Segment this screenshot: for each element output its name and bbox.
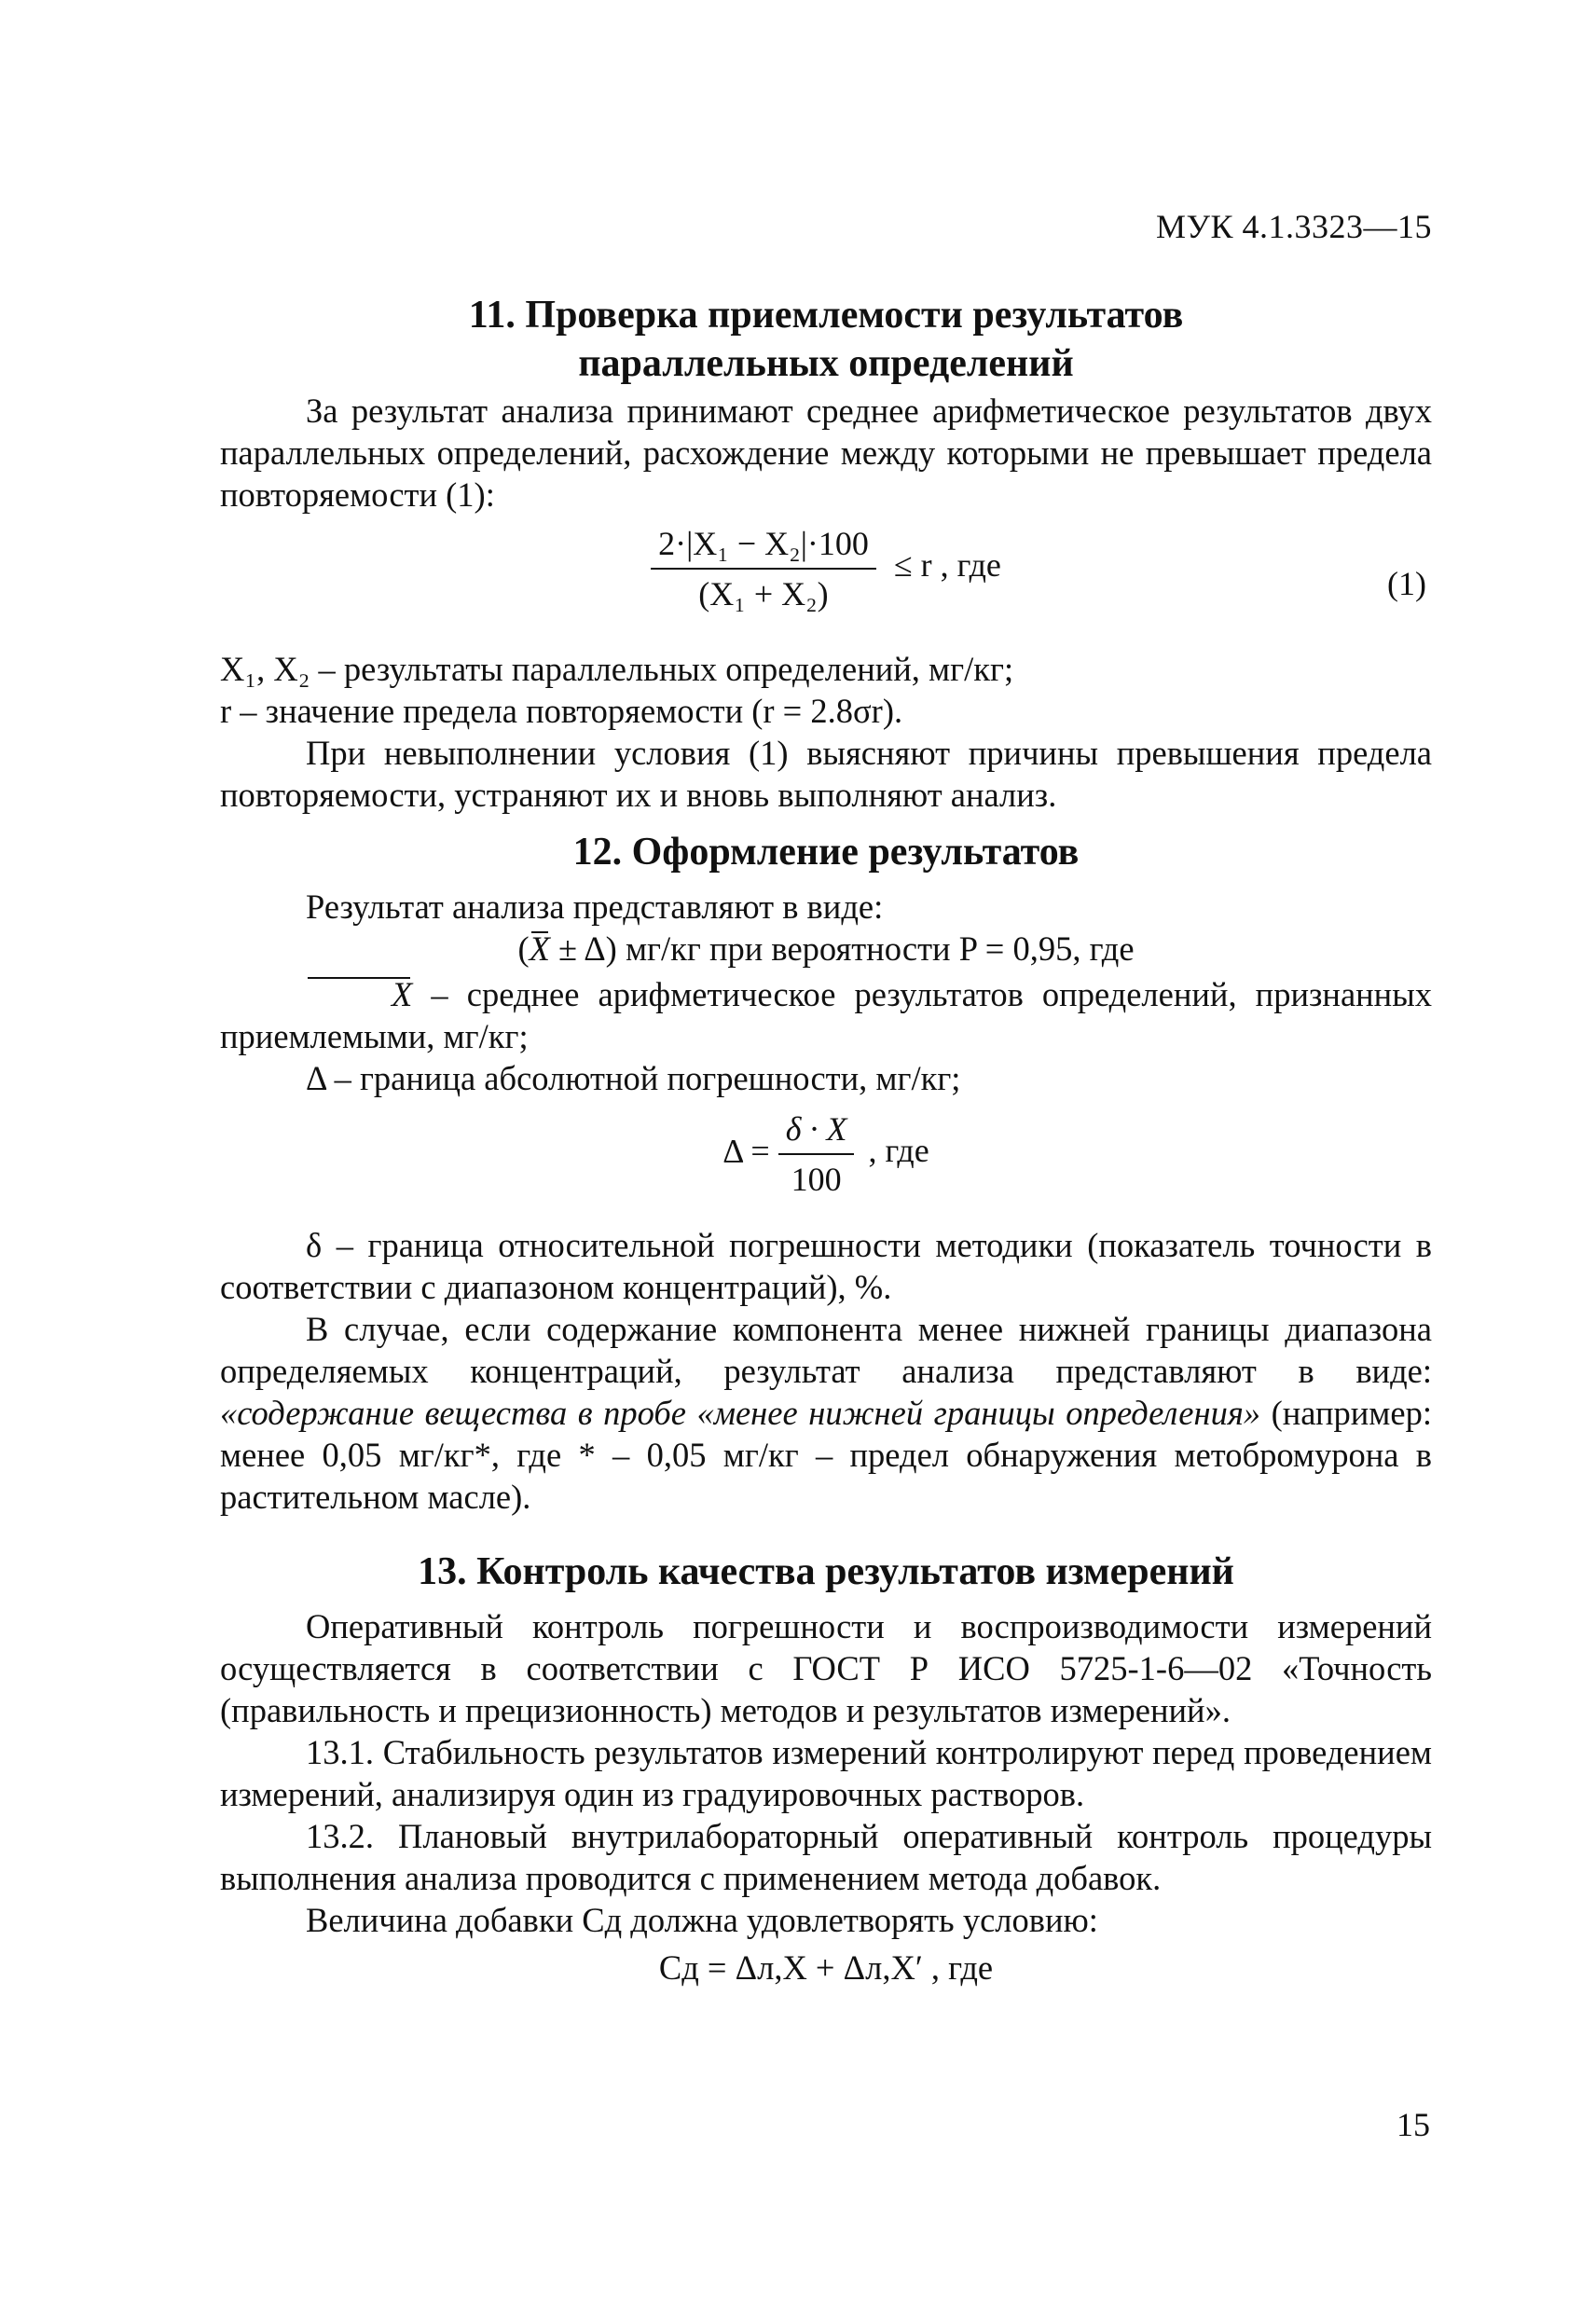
section-13-paragraph-3: 13.2. Плановый внутрилабораторный оперативный контроль процедуры выполнения анализа проводится с применением метода добавок.	[220, 1817, 1432, 1897]
section-13-paragraph-1: Оперативный контроль погрешности и воспроизводимости измерений осуществляется в соответствии с ГОСТ Р ИСО 5725-1-6—02 «Точность (правильность и прецизионность) методов и результатов измерений».	[220, 1607, 1432, 1729]
section-12-title: 12. Оформление результатов	[572, 831, 1080, 874]
formula-1	[220, 523, 1432, 644]
section-12-paragraph-1: Результат анализа представляют в виде:	[306, 888, 884, 926]
section-12	[220, 828, 1432, 876]
section-11-paragraph-1: За результат анализа принимают среднее арифметическое результатов двух параллельных определений, расхождение между которыми не превышает предела повторяемости (1):	[220, 392, 1432, 514]
formula-1-fraction	[651, 523, 876, 614]
definition-delta-relative: δ – граница относительной погрешности методики (показатель точности в соответствии с диапазоном концентраций), %.	[220, 1226, 1432, 1306]
section-13-body	[220, 1605, 1432, 1989]
section-13-paragraph-4: Величина добавки Cд должна удовлетворять условию:	[306, 1901, 1098, 1939]
formula-delta-rhs: , где	[868, 1132, 929, 1170]
definition-r: r – значение предела повторяемости (r = 2.8σr).	[220, 692, 903, 730]
result-form: (X ± Δ) мг/кг при вероятности P = 0,95, где	[517, 929, 1135, 968]
section-11-title-line1: 11. Проверка приемлемости результатов	[468, 294, 1184, 337]
formula-delta-fraction	[778, 1108, 855, 1200]
section-11-title-line2: параллельных определений	[578, 342, 1074, 385]
x-bar-def-symbol: X	[306, 973, 412, 1015]
section-13	[220, 1548, 1432, 1596]
section-11-paragraph-2: При невыполнении условия (1) выясняют причины превышения предела повторяемости, устраняют их и вновь выполняют анализ.	[220, 734, 1432, 814]
section-13-title: 13. Контроль качества результатов измерений	[418, 1550, 1234, 1593]
x-bar-symbol: X	[529, 929, 550, 968]
document-number: МУК 4.1.3323—15	[1155, 208, 1432, 245]
section-12-body	[220, 886, 1432, 1518]
formula-1-numerator: 2·|X₁ − X₂|·100	[651, 523, 876, 570]
formula-delta-lhs: Δ =	[722, 1132, 770, 1170]
section-13-paragraph-2: 13.1. Стабильность результатов измерений контролируют перед проведением измерений, анализируя один из градуировочных растворов.	[220, 1733, 1432, 1813]
definition-x-bar: X – среднее арифметическое результатов определений, признанных приемлемыми, мг/кг;	[220, 975, 1432, 1055]
section-12-paragraph-2: В случае, если содержание компонента менее нижней границы диапазона определяемых концентраций, результат анализа представляют в виде: «содержание вещества в пробе «менее нижней границы определения» (например: менее 0,05 мг/кг*, где * – 0,05 мг/кг – предел обнаружения метобромурона в растительном масле).	[220, 1310, 1432, 1516]
formula-delta-numerator: δ · X	[778, 1108, 855, 1155]
section-11-body	[220, 390, 1432, 816]
definition-delta: Δ – граница абсолютной погрешности, мг/кг;	[306, 1059, 961, 1097]
formula-delta-denominator: 100	[791, 1161, 842, 1198]
section-12-italic-phrase: «содержание вещества в пробе «менее нижней границы определения»	[220, 1394, 1261, 1432]
formula-1-denominator: (X₁ + X₂)	[698, 575, 829, 612]
page-number: 15	[1396, 2106, 1430, 2143]
formula-delta	[220, 1108, 1432, 1220]
formula-1-label: (1)	[1387, 565, 1426, 602]
formula-1-rhs: ≤ r , где	[893, 546, 1001, 585]
definition-x1-x2: X₁, X₂ – результаты параллельных определений, мг/кг;	[220, 650, 1014, 688]
formula-additive: Cд = Δл,X + Δл,X′ , где	[658, 1948, 994, 1987]
section-11	[220, 291, 1432, 388]
